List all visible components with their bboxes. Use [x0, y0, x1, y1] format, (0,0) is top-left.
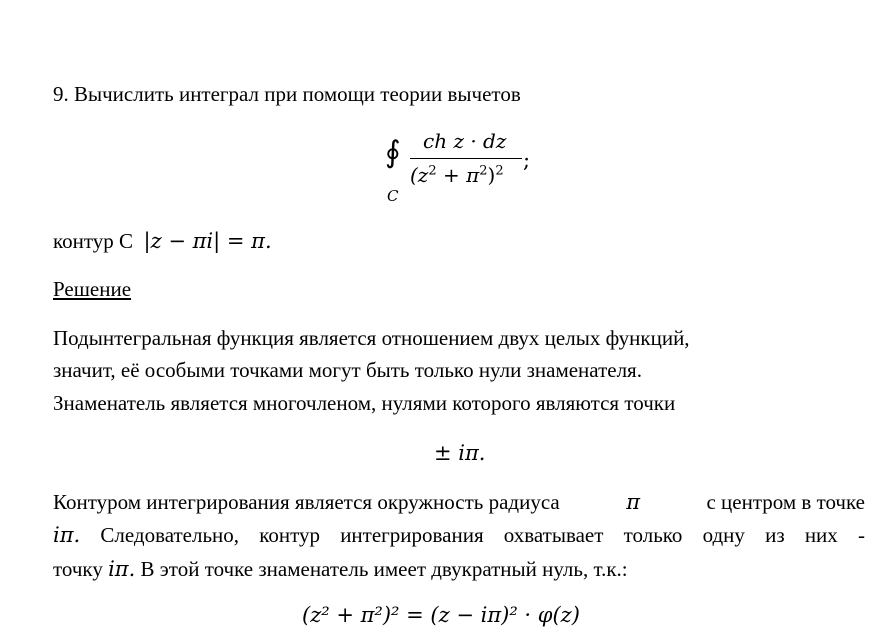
contour-text: контур С — [53, 229, 134, 253]
integral-tail: ; — [523, 148, 531, 172]
fraction-bar — [410, 158, 522, 159]
integral-denominator: $(z^2 + \pi^2)^2$ — [410, 163, 504, 187]
p2-word: Следовательно, — [100, 523, 240, 547]
solution-title: Решение — [53, 277, 132, 301]
contour-integral-sign: ∮ — [385, 135, 401, 170]
integral-numerator: ch z · dz — [423, 129, 507, 153]
p2-line3-tail: В этой точке знаменатель имеет двукратный нуль, т.к.: — [140, 557, 628, 581]
contour-line — [53, 229, 272, 254]
zeros-formula: ± iπ. — [434, 441, 486, 465]
paragraph1-line1: Подынтегральная функция является отношением двух целых функций, — [53, 326, 690, 350]
p2-word: только — [623, 523, 683, 547]
p2-word: одну — [702, 523, 745, 547]
contour-label: C — [387, 187, 399, 205]
p2-word: контур — [259, 523, 321, 547]
p2-line1-pi: π — [626, 490, 640, 514]
p2-word: интегрирования — [340, 523, 484, 547]
p2-line3-ipi: iπ. — [108, 557, 136, 581]
p2-line1-tail: с центром в точке — [706, 490, 865, 514]
paragraph1-line2: значит, её особыми точками могут быть только нули знаменателя. — [53, 358, 642, 382]
cut-formula: (z² + π²)² = (z − iπ)² · φ(z) — [302, 603, 580, 627]
paragraph1-line3: Знаменатель является многочленом, нулями которого являются точки — [53, 391, 676, 415]
p2-line2-ipi: iπ. — [53, 523, 81, 547]
p2-word: - — [857, 523, 865, 547]
contour-formula: |z − πi| = π. — [143, 229, 272, 253]
p2-line1-text: Контуром интегрирования является окружность радиуса — [53, 490, 560, 514]
problem-heading: 9. Вычислить интеграл при помощи теории вычетов — [53, 82, 521, 106]
paragraph2-line1 — [53, 490, 865, 515]
p2-word: охватывает — [503, 523, 604, 547]
p2-word: них — [804, 523, 838, 547]
paragraph2-line2 — [53, 523, 865, 548]
p2-word: из — [765, 523, 785, 547]
paragraph2-line3 — [53, 557, 628, 582]
p2-line3-word: точку — [53, 557, 103, 581]
